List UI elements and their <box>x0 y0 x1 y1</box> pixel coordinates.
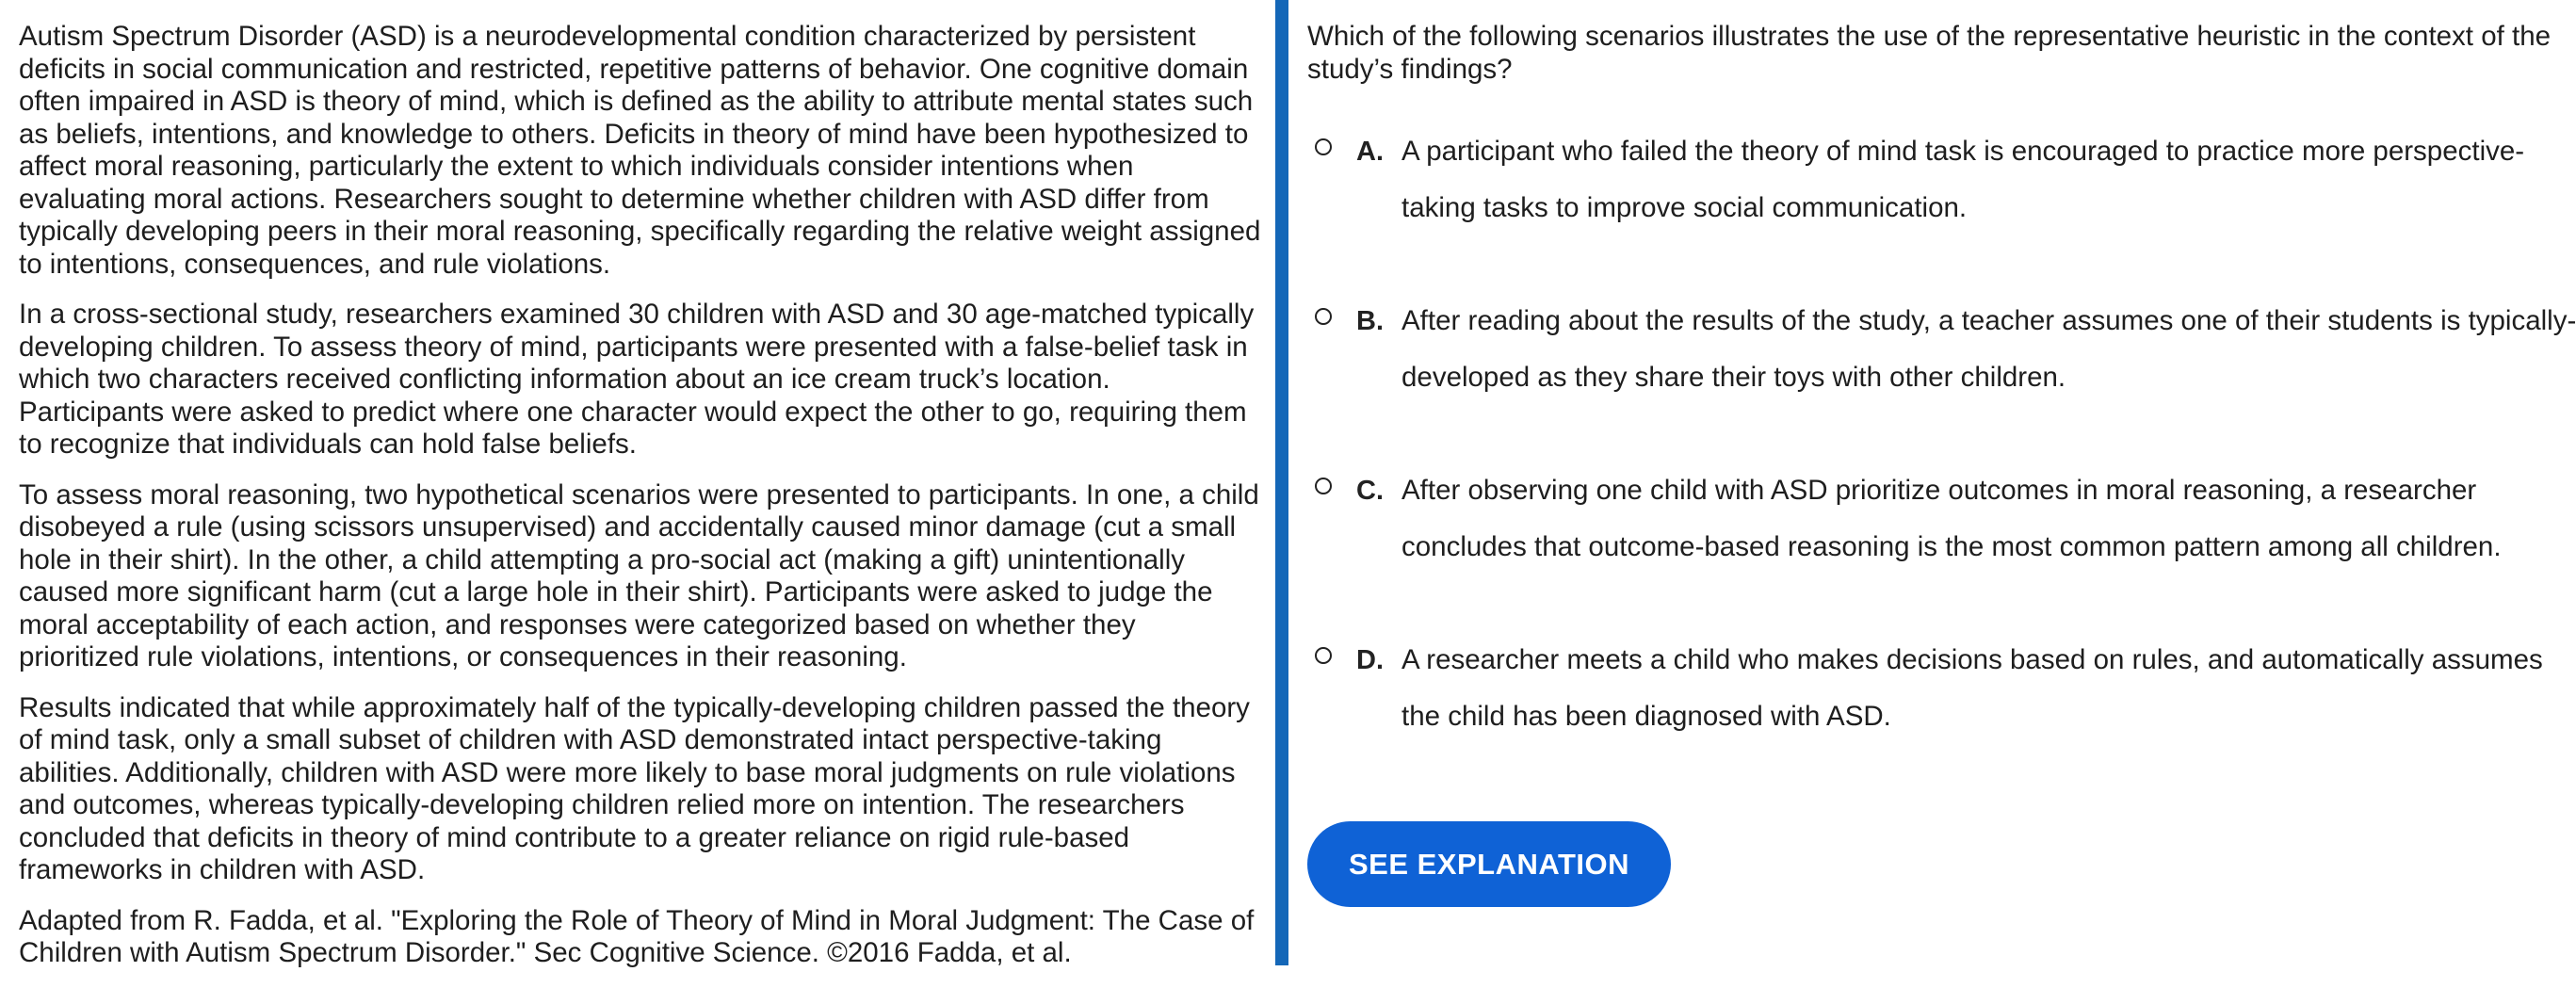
choice-letter-d: D. <box>1356 645 1384 675</box>
radio-button-b[interactable] <box>1315 308 1332 325</box>
passage-paragraph-3: To assess moral reasoning, two hypothetical scenarios were presented to participants. In one, a child disobeyed a rule (using scissors unsupervised) and accidentally caused minor damage (cut a small hole in their shirt). In the other, a child attempting a pro-social act (making a gift) unintentionally caused more significant harm (cut a large hole in their shirt). Participants were asked to judge the moral acceptability of each action, and responses were categorized based on whether they prioritized rule violations, intentions, or consequences in their reasoning. <box>19 478 1259 672</box>
choice-letter-b: B. <box>1356 306 1384 336</box>
choice-letter-a: A. <box>1356 137 1384 167</box>
answer-choice-d[interactable] <box>1307 635 2574 776</box>
radio-button-a[interactable] <box>1315 138 1332 155</box>
choice-letter-c: C. <box>1356 476 1384 506</box>
answer-choice-b[interactable] <box>1307 296 2574 437</box>
see-explanation-button[interactable]: SEE EXPLANATION <box>1307 821 1671 907</box>
choice-text-a: A participant who failed the theory of mind task is encouraged to practice more perspective-taking tasks to improve social communication. <box>1401 136 2525 223</box>
question-panel <box>1307 0 2576 965</box>
question-stem: Which of the following scenarios illustrates the use of the representative heuristic in the context of the study’s findings? <box>1307 21 2552 85</box>
answer-choice-c[interactable] <box>1307 465 2574 607</box>
passage-panel <box>19 21 1262 988</box>
choice-text-b: After reading about the results of the study, a teacher assumes one of their students is typically-developed as they share their toys with other children. <box>1401 305 2576 393</box>
radio-button-c[interactable] <box>1315 478 1332 494</box>
answer-choice-a[interactable] <box>1307 126 2574 267</box>
passage-paragraph-1: Autism Spectrum Disorder (ASD) is a neurodevelopmental condition characterized by persistent deficits in social communication and restricted, repetitive patterns of behavior. One cognitive domain often impaired in ASD is theory of mind, which is defined as the ability to attribute mental states such as beliefs, intentions, and knowledge to others. Deficits in theory of mind have been hypothesized to affect moral reasoning, particularly the extent to which individuals consider intentions when evaluating moral actions. Researchers sought to determine whether children with ASD differ from typically developing peers in their moral reasoning, specifically regarding the relative weight assigned to intentions, consequences, and rule violations. <box>19 21 1261 280</box>
panel-divider <box>1275 0 1288 965</box>
passage-paragraph-4: Results indicated that while approximately half of the typically-developing children passed the theory of mind task, only a small subset of children with ASD demonstrated intact perspective-taking abilities. Additionally, children with ASD were more likely to base moral judgments on rule violations and outcomes, whereas typically-developing children relied more on intention. The researchers concluded that deficits in theory of mind contribute to a greater reliance on rigid rule-based frameworks in children with ASD. <box>19 691 1250 885</box>
passage-citation: Adapted from R. Fadda, et al. "Exploring the Role of Theory of Mind in Moral Judgment: The Case of Children with Autism Spectrum Disorder." Sec Cognitive Science. ©2016 Fadda, et al. <box>19 904 1255 968</box>
passage-paragraph-2: In a cross-sectional study, researchers examined 30 children with ASD and 30 age-matched typically developing children. To assess theory of mind, participants were presented with a false-belief task in which two characters received conflicting information about an ice cream truck’s location. Participants were asked to predict where one character would expect the other to go, requiring them to recognize that individuals can hold false beliefs. <box>19 299 1255 460</box>
radio-button-d[interactable] <box>1315 647 1332 664</box>
choice-text-d: A researcher meets a child who makes decisions based on rules, and automatically assumes the child has been diagnosed with ASD. <box>1401 644 2543 732</box>
choice-text-c: After observing one child with ASD prioritize outcomes in moral reasoning, a researcher concludes that outcome-based reasoning is the most common pattern among all children. <box>1401 475 2502 562</box>
